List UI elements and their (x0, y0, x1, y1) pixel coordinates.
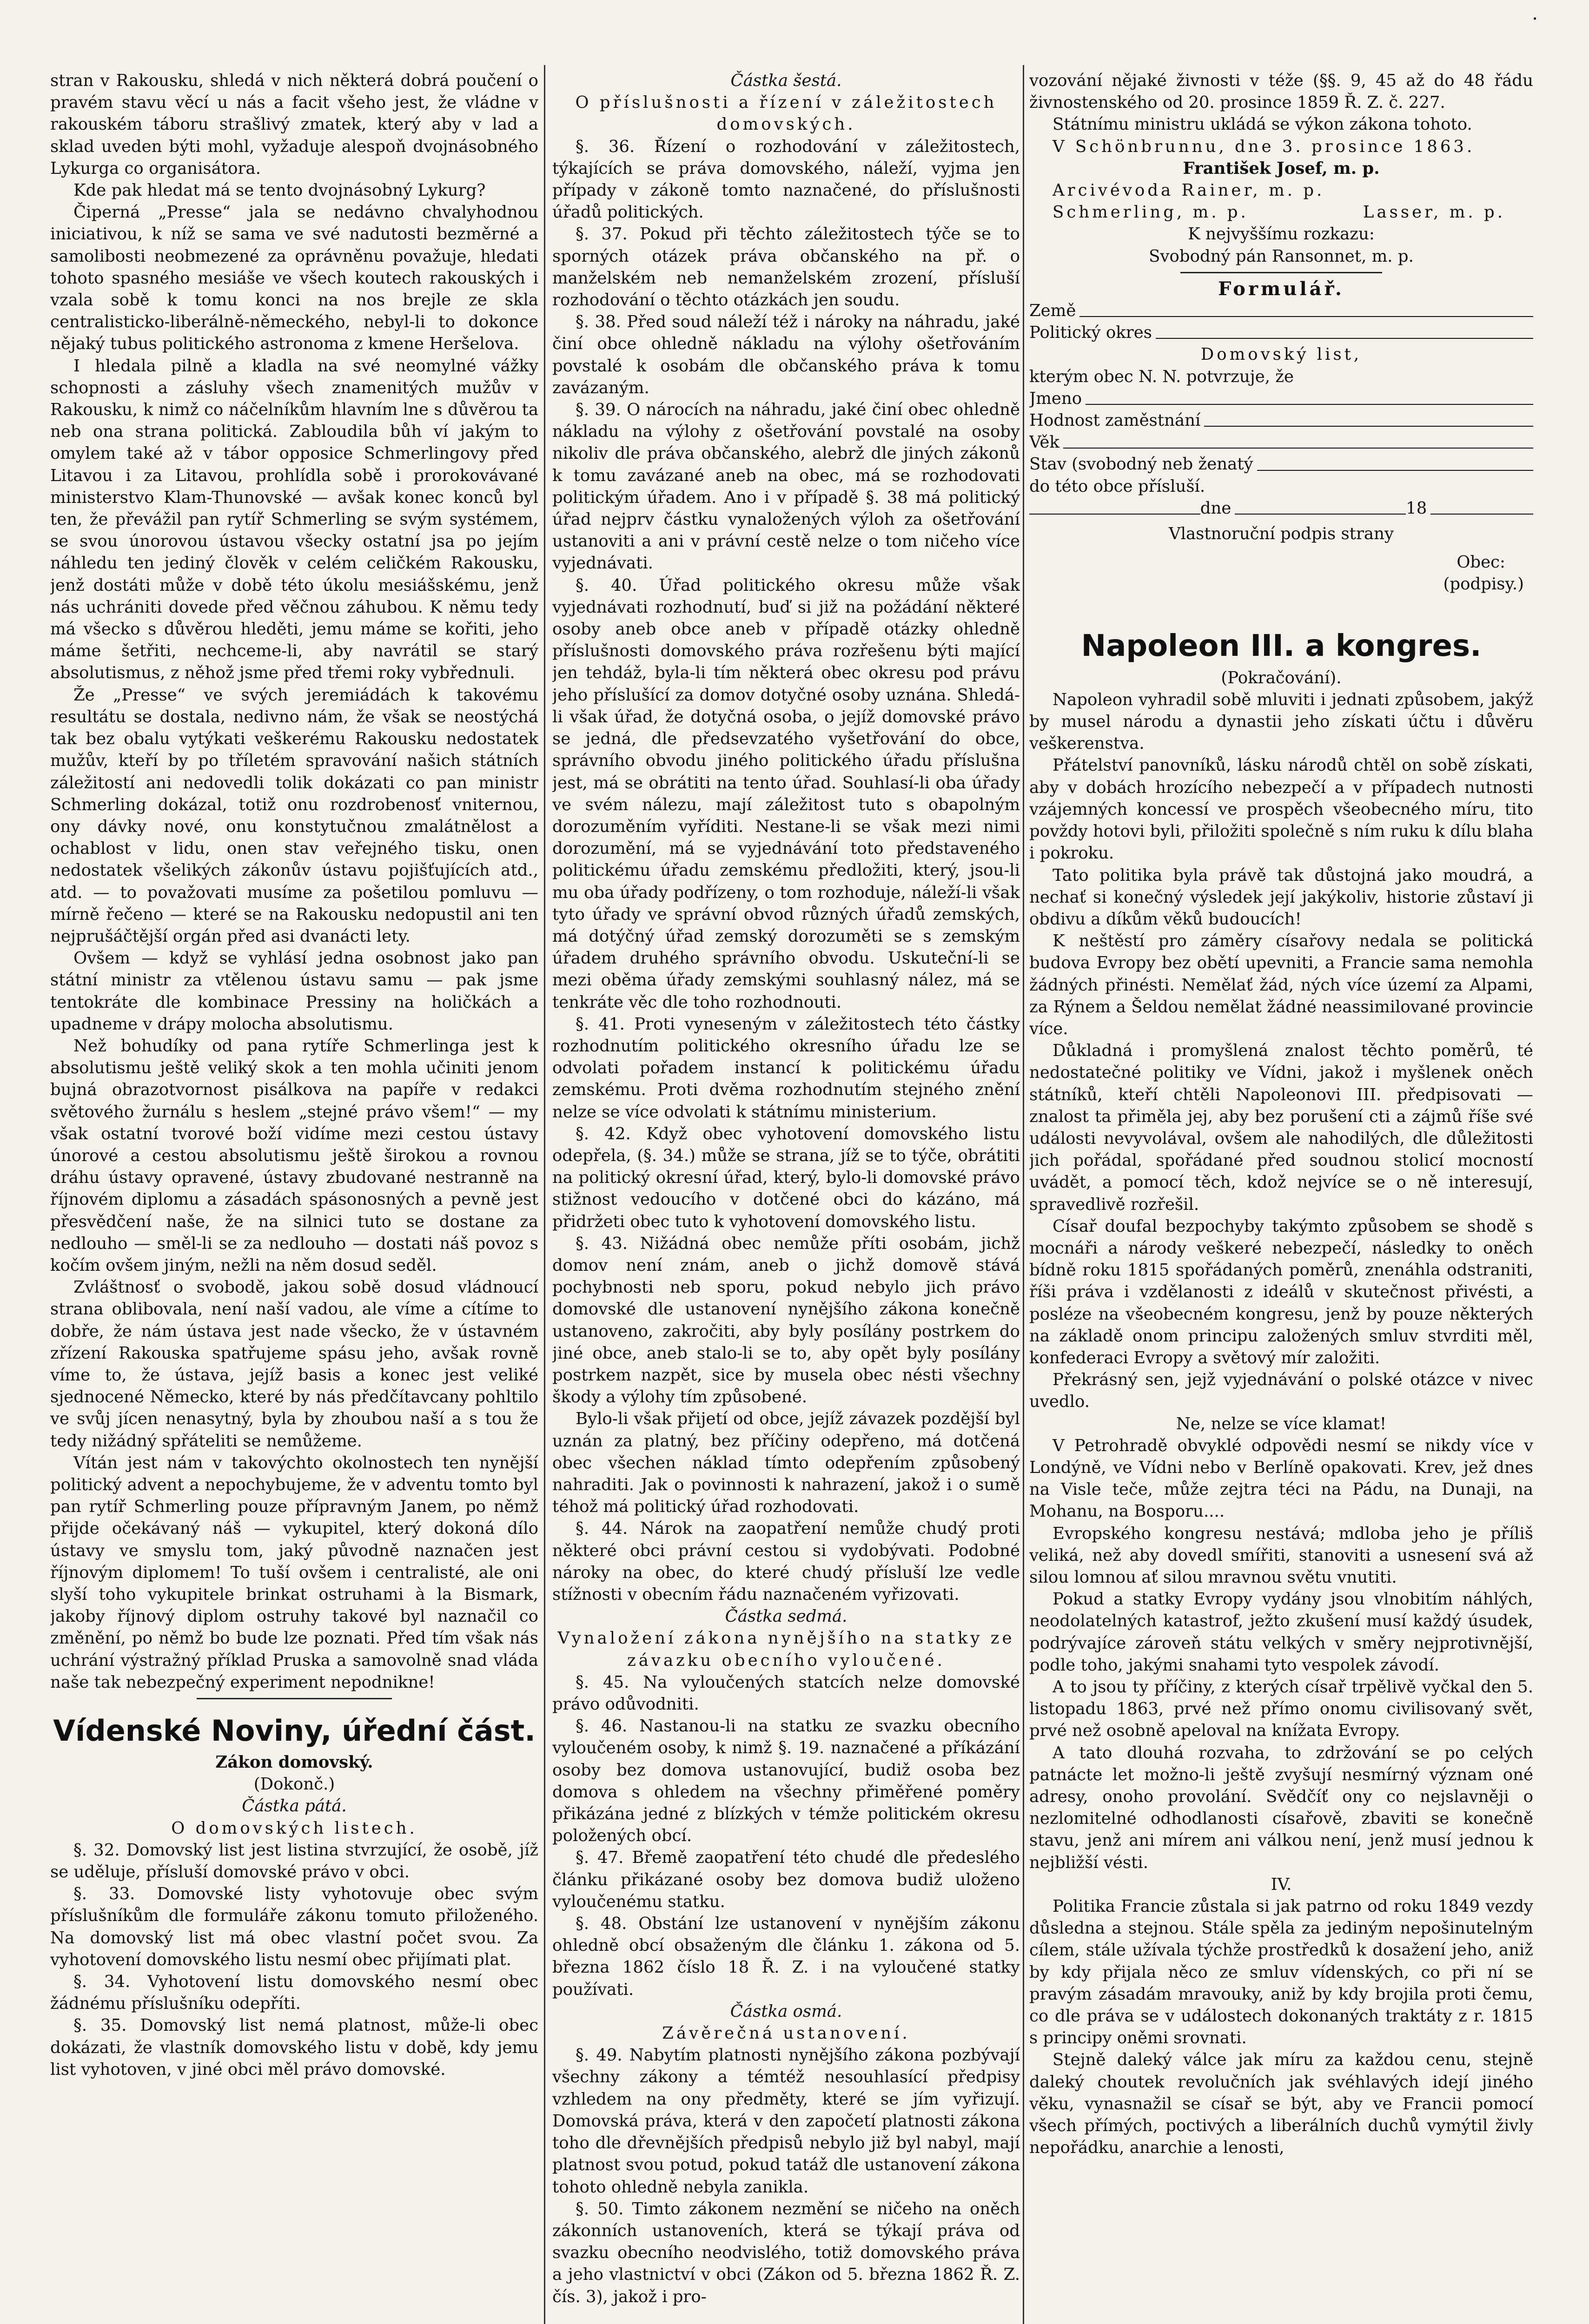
form-field-status: Stav (svobodný neb ženatý (1029, 453, 1533, 475)
form-field-occupation: Hodnost zaměstnání (1029, 409, 1533, 431)
paragraph-section: §. 46. Nastanou-li na statku ze svazku obecního vyloučeném osoby, k nimž §. 19. naznačené a příkázání osoby bez domova ustanovující, budiž osoba bez domova s ohledem na všechny přiměřené poměry přikázána jedné z blízkých v témže politickém okresu položených obcí. (552, 1717, 1020, 1846)
paragraph: Než bohudíky od pana rytíře Schmerlinga jest k absolutismu ještě veliký skok a ten mohla učiniti jenom bujná obrazotvornost pisálkova na papíře v redakci světového žurnálu s heslem „stejné právo všem!“ — my však ostatní tvorové boží vidíme mezi cestou ústavy únorové a cestou absolutismu ještě širokou a rovnou dráhu ústavy opravené, ústavy zbudované nestranně na říjnovém diplomu a zásadách spásonosných a pevně jest přesvědčení naše, že na silnici tuto se dostane za nedlouho — směl-li se za nedlouho — dostati náš povoz s kočím ovšem jiným, nežli na něm dosud seděl. (50, 1036, 538, 1275)
paragraph: Přátelství panovníků, lásku národů chtěl on sobě získati, aby v dobách hrozícího nebezpečí a v případech nutnosti vzájemných koncessí ve prospěch všeobecného míru, tito povždy hotovi byli, přiložiti společně s ním ruku k dílu blaha i pokroku. (1029, 756, 1533, 863)
paragraph: Vítán jest nám v takovýchto okolnostech ten nynější politický advent a nepochybujeme, že v adventu tomto byl pan rytíř Schmerling pouze přípravným Janem, po němž přijde očekávaný náš — vykupitel, který dokoná dílo ústavy ve smyslu tom, jaký původně naznačen jest říjnovým diplomem! To tuší ovšem i centralisté, ale oni slyší toho vykupitele brinkat ostruhami à la Bismark, jakoby říjnový diplom ostruhy takové byl naznačil co změnění, po němž bo bude lze poznati. Před tím však nás uchrání výstražný příklad Pruska a samovolně snad vláda naše tak nebezpečný experiment nepodnikne! (50, 1453, 538, 1692)
paragraph-section: §. 47. Břemě zaopatření této chudé dle předeslého článku přikázané osoby bez domova budiž uloženo vyloučenému statku. (552, 1848, 1020, 1911)
paragraph: Ne, nelze se více klamat! (1176, 1414, 1387, 1433)
form-date-line: dne 18 (1029, 497, 1533, 519)
part-subheading: Vynaložení zákona nynějšího na statky ze závazku obecního vyloučené. (557, 1629, 1015, 1670)
law-title: Zákon domovský. (215, 1753, 373, 1772)
column-left (50, 70, 538, 2324)
paragraph-section: §. 41. Proti vyneseným v záležitostech této částky rozhodnutím politického okresního úřadu lze se odvolati pořadem instancí k politickému úřadu zemskému. Proti dvěma rozhodnutím stejného znění nelze se více odvolati k státnímu ministerium. (552, 1014, 1020, 1122)
paragraph-section: §. 35. Domovský list nemá platnost, může-li obec dokázati, že vlastník domovského listu v době, kdy jemu list vyhotoven, v jiné obci měl právo domovské. (50, 2016, 538, 2079)
part-subheading: O domovských listech. (171, 1818, 417, 1838)
form-text: do této obce přísluší. (1029, 476, 1205, 496)
form-intro: kterým obec N. N. potvrzuje, že (1029, 367, 1294, 386)
part-subheading: O příslušnosti a řízení v záležitostech domovských. (575, 93, 997, 134)
form-signatures: (podpisy.) (1443, 574, 1524, 594)
paragraph-section: §. 50. Timto zákonem nezmění se ničeho na oněch zákonních ustanoveních, která se týkají práva od svazku obecního neodvislého, totiž domovského práva a jeho vlastnictví v obci (Zákon od 5. března 1862 Ř. Z. čís. 3), jakož i pro- (552, 2199, 1020, 2306)
column-rule (544, 65, 545, 2324)
signature: Svobodný pán Ransonnet, m. p. (1149, 246, 1414, 266)
paragraph-section: §. 32. Domovský list jest listina stvrzující, že osobě, jíž se uděluje, přísluší domovské právo v obci. (50, 1840, 538, 1882)
continued-note: (Dokonč.) (253, 1775, 335, 1794)
signature: Arcivévoda Rainer, m. p. (1053, 181, 1325, 200)
article-title: Napoleon III. a kongres. (1081, 628, 1482, 663)
part-subheading: Závěrečná ustanovení. (662, 2024, 910, 2043)
paragraph: Zvláštnosť o svobodě, jakou sobě dosud vládnoucí strana oblibovala, není naší vadou, ale víme a cítíme to dobře, že nám ústava jest nade všecko, že v ústavném zřízení Rakouska spatřujeme spásu jeho, avšak rovně víme to, že ústava, jejíž basis a konec jest veliké sjednocené Německo, které by nás předčítavcany pohltilo ve svůj jícen nenasytný, byla by zhoubou naší a s tou že tedy nižádný spřáteliti se nemůžeme. (50, 1278, 538, 1451)
signature: Schmerling, m. p. (1053, 203, 1249, 222)
signature: František Josef, m. p. (1183, 158, 1380, 178)
paragraph: Politika Francie zůstala si jak patrno od roku 1849 vezdy důsledna a stejnou. Stále spěla za jediným nepošinutelným cílem, stále užívala týchže prostředků k dosažení jeho, aniž by kdy přijala něco ze smluv vídenských, co při ní se pravým zásadám mravouky, aniž by kdy brojila proti čemu, co dle práva se v událostech dokonaných traktáty z r. 1815 s principy oněmi srovnati. (1029, 1897, 1533, 2048)
paragraph: Důkladná i promyšlená znalost těchto poměrů, té nedostatečné politiky ve Vídni, jakož i myšlenek oněch státníků, kteří chtěli Napoleonovi III. předpisovati — znalost ta přiměla jej, aby bez porušení cti a zájmů říše své události nevyvolával, ovšem ale nahodilých, dle důležitosti jich pořádal, spořádané před soudnou stolicí mocností uvádět, a pomocí těch, kdož nejvíce se o ně interesují, spravedlivě rozřešil. (1029, 1041, 1533, 1214)
form-field-age: Věk (1029, 431, 1533, 453)
paragraph-section: §. 43. Nižádná obec nemůže příti osobám, jichž domov není znám, aneb o jichž domově stává pochybnosti neb sporu, pokud nebylo jich právo domovské dle ustanovení nynějšího zákona konečně ustanoveno, zakročiti, aby byly posílány postrkem do jiné obce, aneb stalo-li se to, aby opět byly posílány postrkem nazpět, sice by musela obec nésti všechny škody a výlohy tím způsobené. (552, 1234, 1020, 1407)
official-section-title: Vídenské Noviny, úřední část. (53, 1714, 536, 1748)
paragraph: A to jsou ty příčiny, z kterých císař trpělivě vyčkal den 5. listopadu 1863, prvé než přímo onomu civilisovaný svět, prvé než osobně apeloval na knížata Evropy. (1029, 1677, 1533, 1741)
paragraph-section: §. 42. Když obec vyhotovení domovského listu odepřela, (§. 34.) může se strana, jíž se to týče, obrátiti na politický okresní úřad, který, bylo-li domovské právo stižnost vedoucího v dotčené obci do kázáno, má přidržeti obec tuto k vyhotovení domovského listu. (552, 1124, 1020, 1231)
paragraph-section: §. 45. Na vyloučených statcích nelze domovské právo odůvodniti. (552, 1672, 1020, 1714)
paragraph-section: §. 33. Domovské listy vyhotovuje obec svým příslušníkům dle formuláře zákonu tomuto přiloženého. Na domovský list má obec vlastní počet svou. Za vyhotovení domovského listu nesmí obec přijímati plat. (50, 1884, 538, 1969)
column-rule (1023, 65, 1024, 2324)
paragraph-section: §. 44. Nárok na zaopatření nemůže chudý proti některé obci právní cestou si vydobývati. Podobné nároky na obec, do které chudý přísluší lze vedle stížnosti v obecním řádu naznačeném vyřizovati. (552, 1519, 1020, 1604)
paragraph: I hledala pilně a kladla na své neomylné vážky schopnosti a zásluhy všech znamenitých mužův v Rakousku, k nimž co náčelníkům hlavním lne s důvěrou ta neb ona strana politická. Zabloudila bůh ví jakým to omylem také až v tábor opposice Schmerlingovy před Litavou i za Litavou, prohlídla sobě i prorokovávané ministerstvo Klam-Thunovské — avšak konec konců byl ten, že převážil pan rytíř Schmerling se svým systémem, se svou únorovou ústavou všecky ostatní jsa po jejím náhledu ten jediný člověk v celém celičkém Rakousku, jenž dostáti může v době této úkolu mesiášskému, jenž nás uchrániti dovede před věčnou záhubou. K němu tedy má všecko s důvěrou hleděti, jemu máme se kořiti, jeho máme šetřiti, nechceme-li, aby navrátil se starý absolutismus, z něhož jsme před třemi roky vybřednuli. (50, 356, 538, 683)
paragraph-section: §. 48. Obstání lze ustanovení v nynějším zákonu ohledně obcí obsaženým dle článku 1. zákona od 5. března 1862 číslo 18 Ř. Z. i na vyloučené statky používati. (552, 1914, 1020, 1999)
paragraph: Bylo-li však přijetí od obce, jejíž závazek pozdější byl uznán za platný, bez příčiny odepřeno, má dotčená obec všechen náklad tímto odepřením způsobený nahraditi. Jak o povinnosti k nahrazení, jakož i o sumě téhož má politický úřad rozhodovati. (552, 1409, 1020, 1517)
paragraph: Napoleon vyhradil sobě mluviti i jednati způsobem, jakýž by musel národu a dynastii jeho získati účtu i důvěru veškerenstva. (1029, 690, 1533, 753)
paragraph-section: §. 38. Před soud náleží též i nároky na náhradu, jaké činí obce ohledně nákladu na výlohy ošetřováním povstalé k osobám dle občanského práva k tomu zavázaným. (552, 312, 1020, 397)
signature: Lasser, m. p. (1363, 203, 1505, 222)
paragraph-section: §. 36. Řízení o rozhodování v záležitostech, týkajících se práva domovského, náleží, vyjma jen případy v zákoně tomto naznačené, do příslušnosti úřadů politických. (552, 137, 1020, 222)
form-title: Formulář. (1218, 277, 1344, 300)
section-number: IV. (1271, 1875, 1292, 1894)
signature-note: K nejvyššímu rozkazu: (1188, 224, 1375, 244)
paragraph: Evropského kongresu nestává; mdloba jeho je příliš veliká, než aby dovedl smířiti, stanoviti a usnesení svá až silou lomnou ať silou mravnou světu vnutiti. (1029, 1524, 1533, 1587)
paragraph: K neštěstí pro záměry císařovy nedala se politická budova Evropy bez obětí upevniti, a Francie sama nemohla žádných přinésti. Nemělať žád, ných více území za Alpami, za Rýnem a Šeldou nemělat žádné neassimilované provincie více. (1029, 931, 1533, 1038)
paragraph: Kde pak hledat má se tento dvojnásobný Lykurg? (73, 181, 486, 200)
part-heading: Částka pátá. (242, 1796, 347, 1816)
form-field-country: Země (1029, 300, 1533, 322)
paragraph: V Petrohradě obvyklé odpovědi nesmí se nikdy více v Londýně, ve Vídni nebo v Berlíně opakovati. Krev, jež dnes na Visle teče, může zejtra téci na Pádu, na Dunaji, na Mohanu, na Bosporu.... (1029, 1436, 1533, 1521)
column-right (1029, 70, 1533, 2324)
paragraph: Státnímu ministru ukládá se výkon zákona tohoto. (1053, 115, 1472, 134)
paragraph: Stejně daleký válce jak míru za každou cenu, stejně daleký choutek revolučních jak svéhlavých idejí jiného věku, vynasnažil se císař se být, aby ve Francii pomocí všech přímých, poctivých a liberálních duchů vymýtil živly nepořádku, anarchie a lenosti, (1029, 2050, 1533, 2158)
column-middle (552, 70, 1020, 2324)
form-signature-label: Vlastnoruční podpis strany (1168, 524, 1394, 544)
paragraph-section: §. 37. Pokud při těchto záležitostech týče se to sporných otázek práva občanského na př. o manželském neb nemanželském zrození, přísluší rozhodování o těchto otázkách jen soudu. (552, 224, 1020, 310)
part-heading: Částka osmá. (730, 2001, 842, 2021)
form-field-name: Jmeno (1029, 388, 1533, 409)
paragraph: Ovšem — když se vyhlásí jedna osobnost jako pan státní ministr za vtělenou ústavu samu — pak jsme tentokráte dle kombinace Pressiny na holičkách a upadneme v drápy molocha absolutismu. (50, 949, 538, 1034)
paragraph: Tato politika byla právě tak důstojná jako moudrá, a nechať si konečný výsledek její jakýkoliv, historie zůstaví ji obdivu a díkům věků budoucích! (1029, 865, 1533, 929)
page-marker: · (1532, 8, 1538, 30)
paragraph: Čiperná „Presse“ jala se nedávno chvalyhodnou iniciativou, k níž se sama ve své nadutosti bezměrné a samolibosti neobmezené za oprávněnu považuje, hledati tohoto spasného mesiáše ve všech koutech rakouských i vzala sobě k tomu konci na nos brejle ze skla centralisticko-liberálně-německého, nebyl-li to dokonce nějaký tubus politického astronoma z kmene Heršelova. (50, 203, 538, 354)
paragraph-section: §. 40. Úřad politického okresu může však vyjednávati rozhodnutí, buď si již na požádání některé osoby aneb obce aneb v případě otázky ohledně příslušnosti domovského práva rozřešenu býti mající jen tehdáž, byla-li tím některá obec okresu pod právu jeho příslušící za domov dotyčné osoby uznána. Shledá-li však úřad, že dotyčná osoba, o jejíž domovské právo se jedná, dle předsevzatého vyšetřování do obce, správního obvodu jiného politického úřadu příslušna jest, má se obrátiti na tento úřad. Souhlasí-li oba úřady ve svém nálezu, mají záležitost tuto s obapolným dorozuměním vyříditi. Nestane-li se však mezi nimi dorozumění, má se vyjednávání toto představeného politickému úřadu zemskému předložiti, který, jsou-li mu oba úřady podřízeny, o tom rozhoduje, náleží-li však tyto úřady ve správní obvod různých úřadů zemských, má dotýčný úřad zemský dorozuměti se s zemským úřadem druhého správního obvodu. Uskuteční-li se mezi oběma úřady zemskými souhlasný nález, má se tenkráte věc dle toho rozhodnouti. (552, 575, 1020, 1012)
paragraph: Pokud a statky Evropy vydány jsou vlnobitím náhlých, neodolatelných katastrof, ježto zkušení musí každý úsudek, podrývajíce zároveň státu velkých v směry nejprotivnější, podle toho, jakými snahami tyto vespolek závodí. (1029, 1590, 1533, 1675)
section-divider (197, 1698, 392, 1699)
paragraph: Překrásný sen, jejž vyjednávání o polské otázce v nivec uvedlo. (1029, 1370, 1533, 1412)
form-field-district: Politický okres (1029, 322, 1533, 343)
paragraph: vozování nějaké živnosti v téže (§§. 9, 45 až do 48 řádu živnostenského od 20. prosince 1859 Ř. Z. č. 227. (1029, 71, 1533, 112)
paragraph: Že „Presse“ ve svých jeremiádách k takovému resultátu se dostala, nedivno nám, že však se neostýchá tak bez obalu vytýkati veškerému Rakousku nedostatek mužův, kteří by po tříletém spravování našich státních záležitostí ani nedovedli tolik dokázati co pan ministr Schmerling dokázal, totiž onu rozdrobenosť vniternou, ony dávky nové, onu konstytučnou zmalátnělost a ochablost v lidu, onen stav veřejného tisku, onen nedostatek všelikých zákonův ústavu pojišťujících atd., atd. — to považovati musíme za pošetilou pomluvu — mírně řečeno — které se na Rakousku nedopustil ani ten nejprušáčtější orgán před asi dvanácti lety. (50, 685, 538, 946)
paragraph: Císař doufal bezpochyby takýmto způsobem se shodě s mocnáři a národy veškeré nebezpečí, následky to oněch bídně roku 1815 spořádaných poměrů, znenáhla odstraniti, říši práva i vzdělanosti z ideálů v skutečnost přivésti, a posléze na všeobecném kongresu, jenž by pouze některých na základě onom principu založených smluv stvrditi měl, konfederaci Evropy a světový mír založiti. (1029, 1216, 1533, 1367)
paragraph-section: §. 34. Vyhotovení listu domovského nesmí obec žádnému příslušníku odepříti. (50, 1972, 538, 2014)
signature-row (1029, 201, 1533, 223)
continuation-note: (Pokračování). (1221, 668, 1342, 687)
part-heading: Částka sedmá. (725, 1607, 847, 1626)
section-divider (1180, 272, 1382, 273)
paragraph-section: §. 39. O nárocích na náhradu, jaké činí obec ohledně nákladu na výlohy z ošetřování povstalé na osoby nikoliv dle práva občanského, alebrž dle jiných zákonů k tomu zavázané aneb na obec, má se rozhodovati politickým úřadem. Ano i v případě §. 38 má politický úřad nejprv částku vynaložených výloh za ošetřování ustanoviti a ani v právní cestě nelze o tom ničeho více vyjednávati. (552, 400, 1020, 573)
place-date: V Schönbrunnu, dne 3. prosince 1863. (1053, 137, 1475, 156)
paragraph: stran v Rakousku, shledá v nich některá dobrá poučení o pravém stavu věcí u nás a facit všeho jest, že vládne v rakouském táboru strašlivý zmatek, který aby v lad a sklad uveden býti mohl, vyžaduje alespoň dvojnásobného Lykurga co organisátora. (50, 71, 538, 178)
form-municipality: Obec: (1457, 553, 1505, 572)
form-subtitle: Domovský list, (1200, 345, 1362, 364)
part-heading: Částka šestá. (730, 71, 842, 90)
paragraph-section: §. 49. Nabytím platnosti nynějšího zákona pozbývají všechny zákony a témtéž nesouhlasící předpisy vzhledem na ony předměty, které se jím vyřizují. Domovská práva, která v den započetí platnosti zákona toho dle dřevnějších předpisů nebylo již byl nabyl, mají platnost svou potud, pokud tatáž dle ustanovení zákona tohoto ohledně nebyla zanikla. (552, 2046, 1020, 2197)
paragraph: A tato dlouhá rozvaha, to zdržování se po celých patnácte let možno-li ještě zvyšují nesmírný význam oné adresy, onoho provolání. Svědčíť ony co nejslavněji o nezlomitelné odhodlanosti císařově, zbaviti se konečně stavu, jenž ani mírem ani válkou není, jenž musí jednou k nejbližší vésti. (1029, 1743, 1533, 1872)
